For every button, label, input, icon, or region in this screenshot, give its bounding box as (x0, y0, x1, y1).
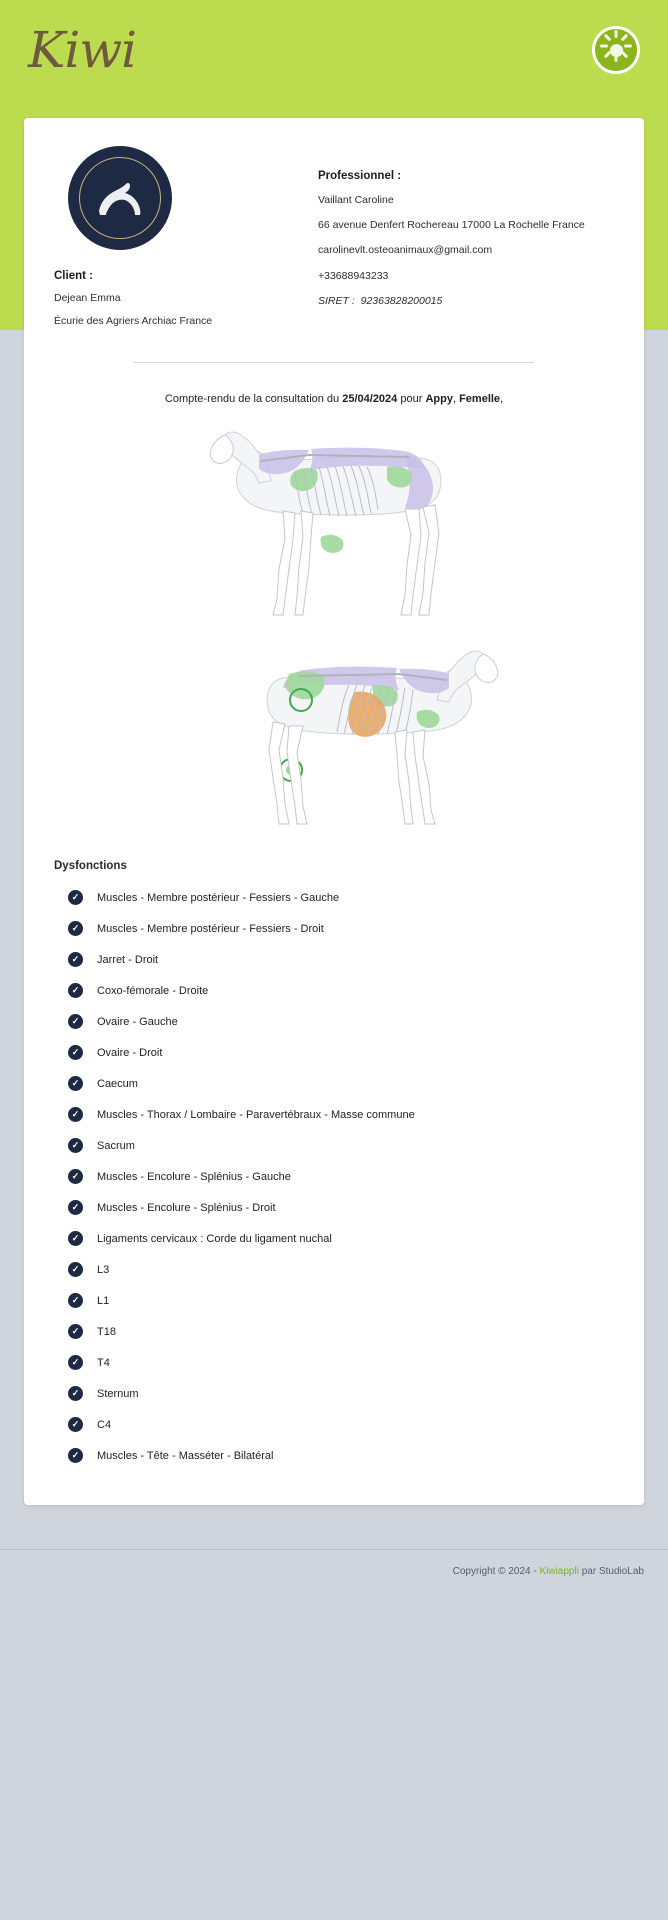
dysfunction-label: Ovaire - Gauche (97, 1015, 178, 1028)
check-circle-icon: ✓ (68, 1293, 83, 1308)
list-item (54, 1068, 614, 1099)
professional-email[interactable]: carolinevlt.osteoanimaux@gmail.com (318, 244, 493, 257)
check-circle-icon: ✓ (68, 983, 83, 998)
dysfunction-label: T18 (97, 1325, 116, 1338)
dysfunctions-list (54, 882, 614, 1471)
report-prefix: Compte-rendu de la consultation du (164, 393, 340, 406)
list-item (54, 1006, 614, 1037)
report-middle: pour (400, 393, 423, 406)
client-address: Écurie des Agriers Archiac France (54, 315, 213, 328)
check-circle-icon: ✓ (68, 1107, 83, 1122)
check-circle-icon: ✓ (68, 1386, 83, 1401)
check-circle-icon: ✓ (68, 1324, 83, 1339)
horse-skeleton-right-side-diagram (229, 640, 509, 830)
dysfunction-label: Muscles - Membre postérieur - Fessiers - Droit (97, 922, 324, 935)
list-item (54, 1192, 614, 1223)
check-circle-icon: ✓ (68, 1076, 83, 1091)
footer-copyright: Copyright © 2024 - (452, 1566, 540, 1578)
dysfunction-label: Sacrum (97, 1139, 135, 1152)
dysfunction-label: Caecum (97, 1077, 138, 1090)
dysfunction-label: Ligaments cervicaux : Corde du ligament nuchal (97, 1232, 332, 1245)
check-circle-icon: ✓ (68, 952, 83, 967)
report-sep2: , (500, 393, 504, 406)
dysfunction-label: Sternum (97, 1387, 139, 1400)
dysfunction-label: Muscles - Thorax / Lombaire - Paravertébraux - Masse commune (97, 1108, 415, 1121)
list-item (54, 1378, 614, 1409)
check-circle-icon: ✓ (68, 1417, 83, 1432)
client-block (54, 270, 294, 328)
dysfunction-label: C4 (97, 1418, 112, 1431)
professional-title: Professionnel : (318, 170, 402, 182)
professional-name: Vaillant Caroline (318, 194, 394, 206)
list-item (54, 1099, 614, 1130)
list-item (54, 1037, 614, 1068)
check-circle-icon: ✓ (68, 921, 83, 936)
list-item (54, 975, 614, 1006)
dysfunction-label: Muscles - Encolure - Splénius - Gauche (97, 1170, 291, 1183)
list-item (54, 1347, 614, 1378)
list-item (54, 1223, 614, 1254)
dysfunction-label: Muscles - Encolure - Splénius - Droit (97, 1201, 276, 1214)
report-animal: Appy (425, 393, 453, 406)
check-circle-icon: ✓ (68, 1014, 83, 1029)
check-circle-icon: ✓ (68, 1231, 83, 1246)
brand-logo: Kiwi (28, 21, 137, 79)
page-footer (0, 1549, 668, 1599)
siret-label: SIRET : (318, 294, 355, 307)
list-item (54, 1130, 614, 1161)
divider (134, 362, 534, 363)
check-circle-icon: ✓ (68, 1355, 83, 1370)
list-item (54, 882, 614, 913)
horse-skeleton-left-side-diagram (199, 419, 479, 634)
list-item (54, 1161, 614, 1192)
professional-address: 66 avenue Denfert Rochereau 17000 La Rochelle France (318, 219, 585, 232)
figure-top-wrapper (54, 419, 614, 634)
check-circle-icon: ✓ (68, 1045, 83, 1060)
list-item (54, 1440, 614, 1471)
check-circle-icon: ✓ (68, 1138, 83, 1153)
check-circle-icon: ✓ (68, 1262, 83, 1277)
check-circle-icon: ✓ (68, 1169, 83, 1184)
check-circle-icon: ✓ (68, 1200, 83, 1215)
dysfunction-label: Coxo-fémorale - Droite (97, 984, 209, 997)
dysfunction-label: Muscles - Membre postérieur - Fessiers - Gauche (97, 891, 340, 904)
consultation-report-card (24, 118, 644, 1505)
avatar (68, 146, 172, 250)
check-circle-icon: ✓ (68, 890, 83, 905)
list-item (54, 1285, 614, 1316)
professional-siret (318, 294, 614, 308)
professional-phone[interactable]: +33688943233 (318, 269, 389, 282)
dysfunctions-title: Dysfonctions (54, 860, 127, 873)
kiwi-sun-icon (592, 26, 640, 74)
list-item (54, 1254, 614, 1285)
page-header (0, 0, 668, 100)
dysfunction-label: L1 (97, 1294, 110, 1307)
anatomy-figures (54, 419, 614, 830)
dysfunction-label: Muscles - Tête - Masséter - Bilatéral (97, 1449, 274, 1462)
siret-value: 92363828200015 (360, 294, 443, 307)
client-name: Dejean Emma (54, 292, 121, 304)
dysfunction-label: L3 (97, 1263, 110, 1276)
client-column (54, 146, 294, 328)
dysfunction-label: Jarret - Droit (97, 953, 159, 966)
list-item (54, 944, 614, 975)
list-item (54, 913, 614, 944)
report-summary-line (54, 393, 614, 405)
check-circle-icon: ✓ (68, 1448, 83, 1463)
report-date: 25/04/2024 (342, 393, 398, 406)
client-title: Client : (54, 270, 93, 282)
report-sex: Femelle (459, 393, 501, 406)
footer-link[interactable]: Kiwiappli (539, 1566, 579, 1578)
header-info-row (54, 146, 614, 328)
footer-suffix: par StudioLab (578, 1566, 644, 1578)
report-sep1: , (452, 393, 457, 406)
list-item (54, 1316, 614, 1347)
figure-bottom-wrapper (54, 640, 614, 830)
list-item (54, 1409, 614, 1440)
professional-column (318, 146, 614, 328)
dysfunction-label: T4 (97, 1356, 110, 1369)
dysfunction-label: Ovaire - Droit (97, 1046, 163, 1059)
